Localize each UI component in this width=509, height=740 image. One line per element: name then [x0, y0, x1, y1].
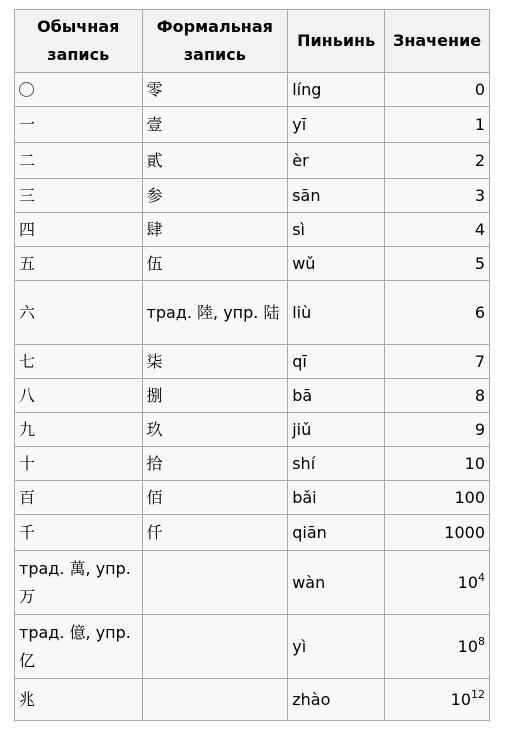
cell-formal: [142, 679, 288, 721]
value-exponent: 4: [478, 570, 485, 584]
cell-formal: 拾: [142, 447, 288, 481]
cell-pinyin: bǎi: [288, 481, 385, 515]
chinese-numerals-table: [14, 9, 490, 721]
value-base: 10: [457, 572, 478, 592]
cell-ordinary: 十: [15, 447, 143, 481]
cell-formal: 零: [142, 73, 288, 107]
cell-pinyin: liù: [288, 281, 385, 345]
cell-value: 3: [385, 179, 490, 213]
cell-ordinary: 七: [15, 345, 143, 379]
cell-formal: 仟: [142, 515, 288, 551]
cell-ordinary: трад. 億, упр. 亿: [15, 615, 143, 679]
header-pinyin: Пиньинь: [288, 10, 385, 73]
cell-value: 10: [385, 447, 490, 481]
cell-pinyin: qī: [288, 345, 385, 379]
cell-pinyin: qiān: [288, 515, 385, 551]
cell-pinyin: sān: [288, 179, 385, 213]
cell-formal: 貳: [142, 143, 288, 179]
value-base: 10: [450, 689, 471, 709]
cell-formal: 壹: [142, 107, 288, 143]
cell-value: 8: [385, 379, 490, 413]
cell-value: [385, 679, 490, 721]
cell-value: 6: [385, 281, 490, 345]
cell-formal: 佰: [142, 481, 288, 515]
table-row: [15, 213, 490, 247]
cell-pinyin: yì: [288, 615, 385, 679]
cell-pinyin: wǔ: [288, 247, 385, 281]
value-exponent: 12: [471, 687, 485, 701]
cell-formal: 捌: [142, 379, 288, 413]
table-row: [15, 447, 490, 481]
cell-ordinary: 百: [15, 481, 143, 515]
cell-pinyin: jiǔ: [288, 413, 385, 447]
table-row: [15, 413, 490, 447]
cell-ordinary: 六: [15, 281, 143, 345]
cell-pinyin: líng: [288, 73, 385, 107]
cell-value: 1: [385, 107, 490, 143]
cell-formal: [142, 615, 288, 679]
cell-ordinary: 千: [15, 515, 143, 551]
value-base: 10: [457, 636, 478, 656]
cell-pinyin: wàn: [288, 551, 385, 615]
cell-ordinary: 三: [15, 179, 143, 213]
cell-value: 2: [385, 143, 490, 179]
cell-pinyin: èr: [288, 143, 385, 179]
table-row: [15, 179, 490, 213]
cell-value: 4: [385, 213, 490, 247]
table-row: [15, 345, 490, 379]
header-row: [15, 10, 490, 73]
cell-formal: 玖: [142, 413, 288, 447]
cell-value: [385, 551, 490, 615]
cell-ordinary: 八: [15, 379, 143, 413]
table-row: [15, 73, 490, 107]
table-row: [15, 679, 490, 721]
table-row: [15, 551, 490, 615]
cell-ordinary: 四: [15, 213, 143, 247]
cell-value: [385, 615, 490, 679]
table-row: [15, 515, 490, 551]
header-formal: Формальная запись: [142, 10, 288, 73]
cell-pinyin: yī: [288, 107, 385, 143]
header-ordinary: Обычная запись: [15, 10, 143, 73]
cell-pinyin: shí: [288, 447, 385, 481]
cell-value: 9: [385, 413, 490, 447]
cell-formal: 参: [142, 179, 288, 213]
table-row: [15, 615, 490, 679]
table-row: [15, 379, 490, 413]
table-row: [15, 143, 490, 179]
value-exponent: 8: [478, 634, 485, 648]
cell-formal: 柒: [142, 345, 288, 379]
table-row: [15, 481, 490, 515]
cell-formal: трад. 陸, упр. 陆: [142, 281, 288, 345]
cell-ordinary: 兆: [15, 679, 143, 721]
cell-pinyin: bā: [288, 379, 385, 413]
cell-value: 1000: [385, 515, 490, 551]
cell-value: 7: [385, 345, 490, 379]
zero-circle-icon: [19, 82, 34, 97]
cell-ordinary: 二: [15, 143, 143, 179]
cell-formal: 肆: [142, 213, 288, 247]
cell-ordinary: [15, 73, 143, 107]
table-row: [15, 247, 490, 281]
cell-value: 5: [385, 247, 490, 281]
header-value: Значение: [385, 10, 490, 73]
cell-pinyin: sì: [288, 213, 385, 247]
table-row: [15, 281, 490, 345]
cell-ordinary: трад. 萬, упр. 万: [15, 551, 143, 615]
table-row: [15, 107, 490, 143]
cell-ordinary: 一: [15, 107, 143, 143]
cell-pinyin: zhào: [288, 679, 385, 721]
cell-value: 0: [385, 73, 490, 107]
cell-formal: [142, 551, 288, 615]
cell-ordinary: 九: [15, 413, 143, 447]
cell-ordinary: 五: [15, 247, 143, 281]
cell-formal: 伍: [142, 247, 288, 281]
cell-value: 100: [385, 481, 490, 515]
